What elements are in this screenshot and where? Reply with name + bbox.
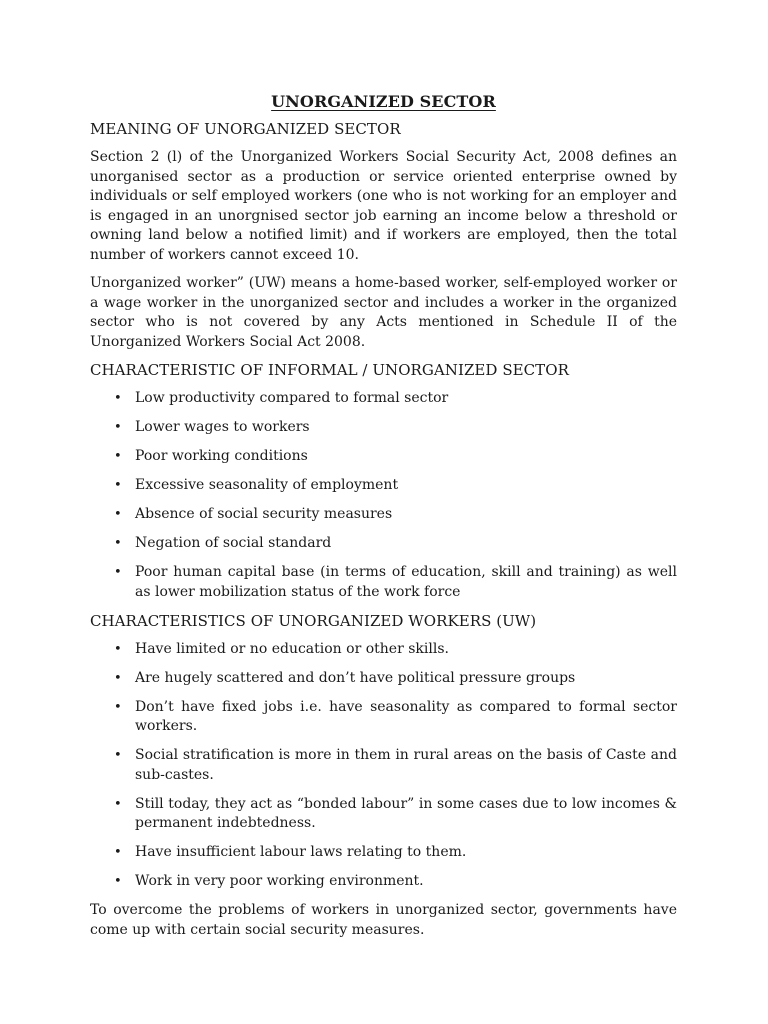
list-item: • Low productivity compared to formal sector — [90, 389, 677, 409]
list-item: • Social stratification is more in them in rural areas on the basis of Caste and sub-castes. — [114, 747, 677, 783]
document-title: UNORGANIZED SECTOR — [271, 92, 496, 111]
list-item: • Still today, they act as “bonded labour” in some cases due to low incomes & permanent indebtedness. — [114, 795, 677, 831]
list-item: • Absence of social security measures — [90, 505, 677, 525]
bullet-icon: • — [114, 420, 122, 435]
sector-characteristics-heading: CHARACTERISTIC OF INFORMAL / UNORGANIZED SECTOR — [90, 361, 569, 379]
list-item: • Don’t have fixed jobs i.e. have seasonality as compared to formal sector workers. — [114, 698, 677, 734]
bullet-icon: • — [114, 845, 122, 860]
bullet-icon: • — [114, 796, 122, 812]
bullet-icon: • — [114, 641, 122, 657]
list-item: • Have limited or no education or other skills. — [90, 640, 677, 660]
bullet-icon: • — [114, 507, 122, 522]
list-item: • Poor working conditions — [90, 447, 677, 467]
list-item: • Negation of social standard — [90, 534, 677, 554]
bullet-icon: • — [114, 748, 122, 763]
bullet-icon: • — [114, 699, 122, 715]
bullet-icon: • — [114, 565, 122, 580]
list-item: • Poor human capital base (in terms of education, skill and training) as well as lower mobilization status of the work force — [114, 564, 677, 600]
meaning-paragraph-1: Section 2 (l) of the Unorganized Workers Social Security Act, 2008 defines an unorganised sector as a production or service oriented enterprise owned by individuals or self employed workers (one who is not working for an employer and is engaged in an unorgnised sector job earning an income below a threshold or owning land below a notified limit) and if workers are employed, then the total number of workers cannot exceed 10. — [90, 149, 677, 263]
meaning-paragraph-2: Unorganized worker” (UW) means a home-based worker, self-employed worker or a wage worker in the unorganized sector and includes a worker in the organized sector who is not covered by any Acts mentioned in Schedule II of the Unorganized Workers Social Act 2008. — [90, 275, 677, 350]
bullet-icon: • — [114, 536, 122, 551]
bullet-icon: • — [114, 478, 122, 493]
bullet-icon: • — [114, 391, 122, 406]
closing-paragraph: To overcome the problems of workers in unorganized sector, governments have come up with certain social security measures. — [90, 902, 677, 938]
list-item: • Work in very poor working environment. — [90, 872, 677, 892]
worker-characteristics-heading: CHARACTERISTICS OF UNORGANIZED WORKERS (UW) — [90, 611, 537, 630]
list-item: • Lower wages to workers — [90, 418, 677, 438]
meaning-heading: MEANING OF UNORGANIZED SECTOR — [90, 120, 401, 138]
bullet-icon: • — [114, 670, 122, 686]
sector-characteristics-list — [90, 389, 677, 602]
list-item: • Are hugely scattered and don’t have political pressure groups — [90, 669, 677, 689]
list-item: • Have insufficient labour laws relating to them. — [90, 843, 677, 863]
document-page — [90, 92, 677, 949]
bullet-icon: • — [114, 449, 122, 464]
worker-characteristics-list — [90, 640, 677, 892]
list-item: • Excessive seasonality of employment — [90, 476, 677, 496]
bullet-icon: • — [114, 874, 122, 889]
